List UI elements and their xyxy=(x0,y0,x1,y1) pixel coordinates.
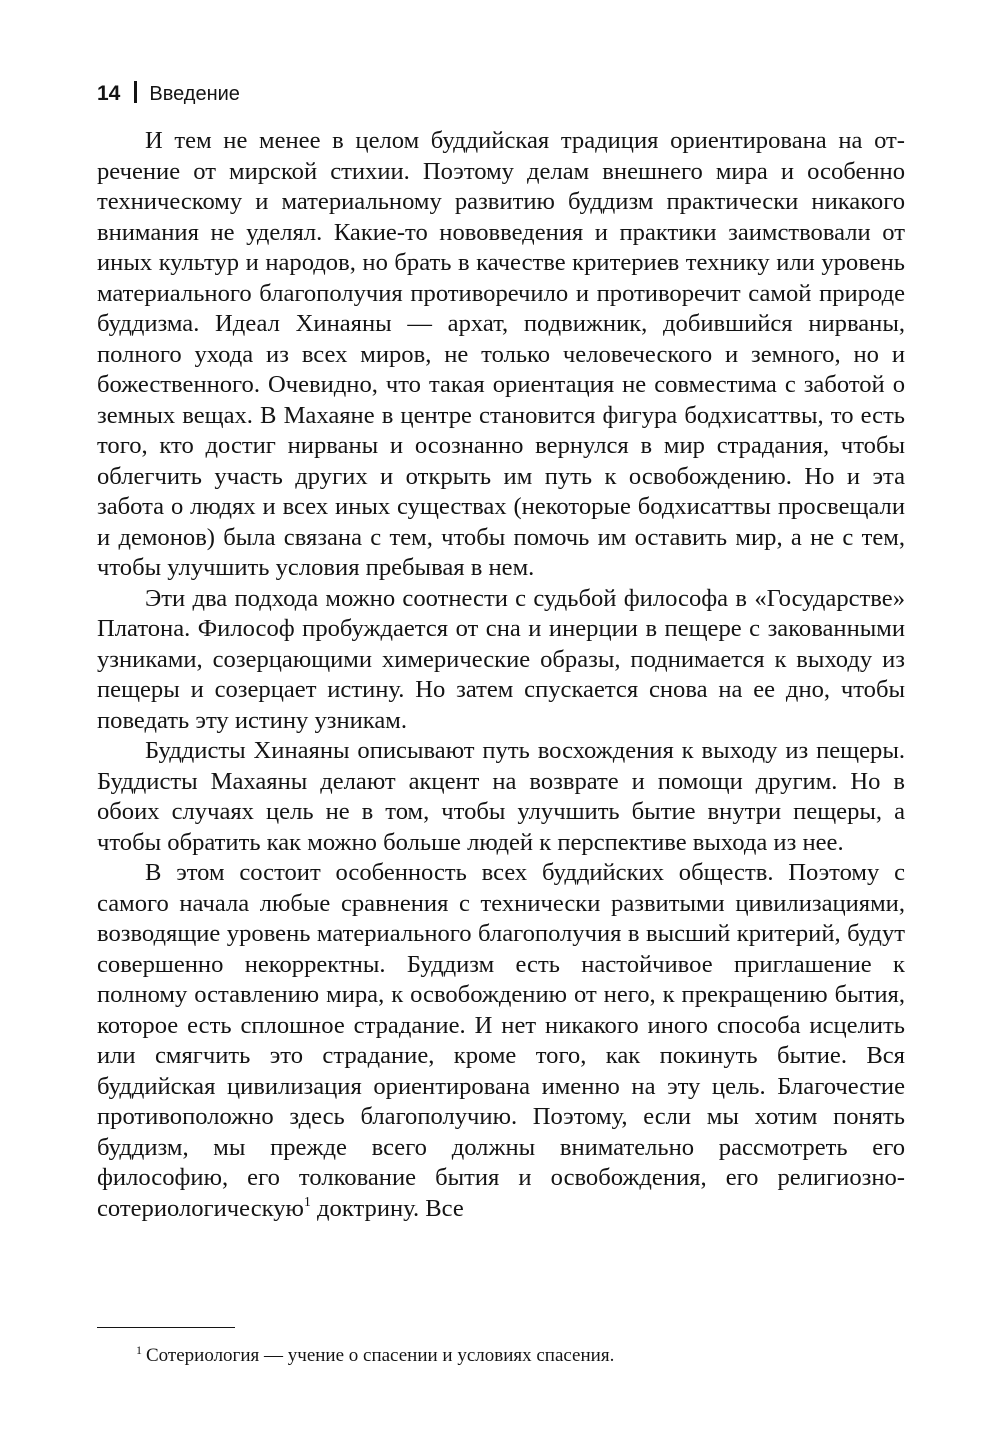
footnote-marker: 1 xyxy=(136,1343,142,1357)
footnote xyxy=(136,1343,896,1369)
footnote-divider xyxy=(97,1327,235,1328)
paragraph xyxy=(97,858,905,1224)
paragraph-text: В этом состоит особенность всех буддийских обществ. Поэтому с самого начала любые сравнения с технически развитыми цивилизациями, возводящие уровень материального благополучия в высший критерий, будут совершенно некорректны. Буддизм есть настойчивое приглашение к полному оставлению мира, к освобождению от него, к прекращению бытия, которое есть сплошное страдание. И нет никакого иного способа исцелить или смягчить это страдание, кроме того, как покинуть бытие. Вся буддийская цивилизация ориентирована именно на эту цель. Благочестие противоположно здесь благополучию. Поэтому, если мы хотим понять буддизм, мы прежде всего должны внимательно рассмотреть его философию, его толкование бытия и освобождения, его религиозно-сотериологическую xyxy=(97,859,905,1222)
running-header xyxy=(97,80,240,108)
paragraph-text-end: доктрину. Все xyxy=(310,1194,464,1222)
page-number: 14 xyxy=(97,82,121,105)
main-text xyxy=(97,126,905,1224)
header-separator xyxy=(134,81,137,103)
paragraph: Эти два подхода можно соотнести с судьбой философа в «Государстве» Платона. Философ пробуждается от сна и инерции в пещере с закованными узниками, созерцающими химерические образы, поднимается к выходу из пещеры и созерцает истину. Но затем спускается снова на ее дно, чтобы поведать эту истину узникам. xyxy=(97,584,905,734)
paragraph: Буддисты Хинаяны описывают путь восхождения к выходу из пещеры. Буддисты Махаяны делают акцент на возврате и помощи другим. Но в обоих случаях цель не в том, чтобы улучшить бытие внутри пещеры, а чтобы обратить как можно больше людей к перспективе выхода из нее. xyxy=(97,737,905,856)
footnote-reference[interactable]: 1 xyxy=(303,1194,311,1210)
section-title: Введение xyxy=(149,83,240,105)
paragraph: И тем не менее в целом буддийская традиция ориентирована на отречение от мирской стихии. Поэтому делам внешнего мира и особенно техническому и материальному развитию буддизм практически никакого внимания не уделял. Какие-то нововведения и практики заимствовали от иных культур и народов, но брать в качестве критериев технику или уровень материального благополучия противоречило и противоречит самой природе буддизма. Идеал Хинаяны — архат, подвижник, добившийся нирваны, полного ухода из всех миров, не только человеческого и земного, но и божественного. Очевидно, что такая ориентация не совместима с заботой о земных вещах. В Махаяне в центре становится фигура бодхисаттвы, то есть того, кто достиг нирваны и осознанно вернулся в мир страдания, чтобы облегчить участь других и открыть им путь к освобождению. Но и эта забота о людях и всех иных существах (некоторые бодхисаттвы просвещали и демонов) была связана с тем, чтобы помочь им оставить мир, а не с тем, чтобы улучшить условия пребывая в нем. xyxy=(97,127,905,581)
footnote-text: Сотериология — учение о спасении и условиях спасения. xyxy=(146,1345,615,1366)
